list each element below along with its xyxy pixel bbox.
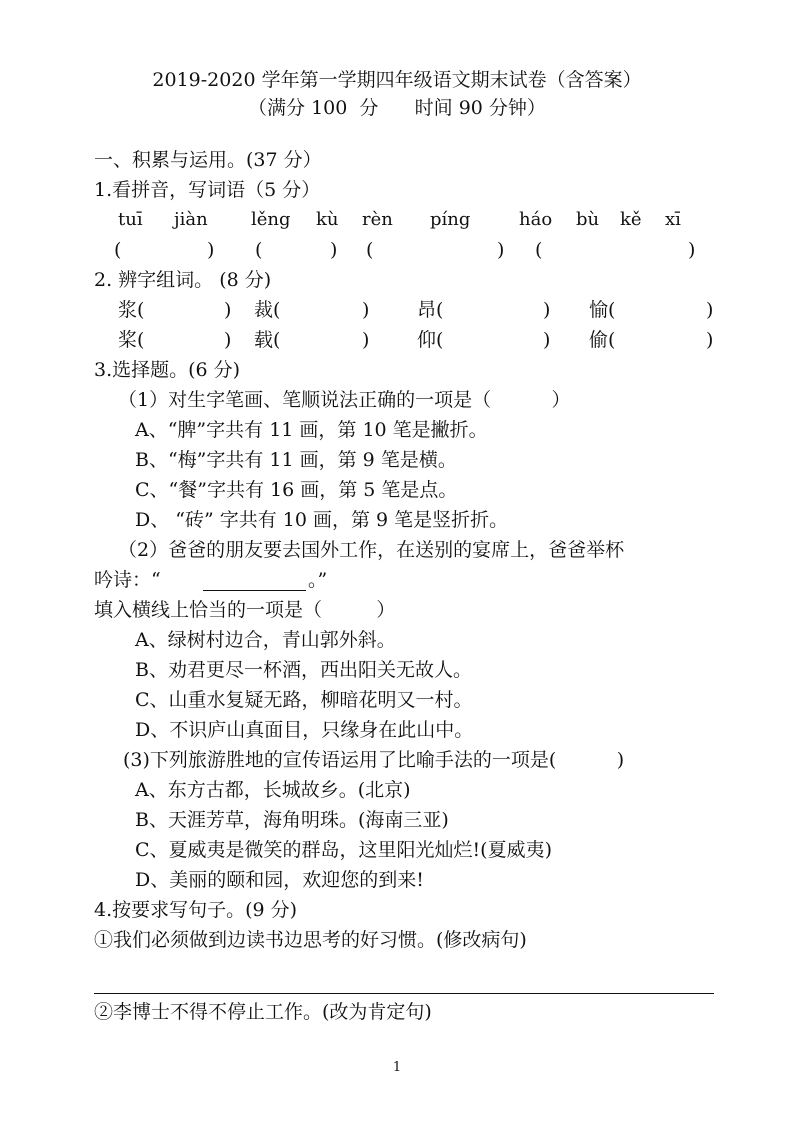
answer-line: [94, 993, 714, 994]
q3-sub2-prompt: 填入横线上恰当的一项是（ ）: [94, 599, 396, 621]
fill-blank-line: [203, 590, 306, 591]
option-d: D、 “砖” 字共有 10 画，第 9 笔是竖折折。: [135, 509, 509, 531]
page-number: 1: [392, 1060, 402, 1075]
bracket-close: ): [706, 329, 714, 351]
option-a: A、东方古都，长城故乡。(北京): [135, 779, 411, 801]
char-item: 愉(: [589, 299, 616, 321]
bracket-open: (: [114, 239, 122, 261]
q2-heading: 2. 辨字组词。 (8 分): [94, 269, 272, 291]
bracket-close: ): [362, 329, 370, 351]
option-c: C、夏威夷是微笑的群岛，这里阳光灿烂!(夏威夷): [135, 839, 552, 861]
section-1-heading: 一、积累与运用。(37 分）: [94, 149, 322, 171]
bracket-open: (: [366, 239, 374, 261]
bracket-open: (: [535, 239, 543, 261]
pinyin: kù: [316, 209, 339, 230]
bracket-close: ): [362, 299, 370, 321]
q4-item-2: ②李博士不得不停止工作。(改为肯定句): [94, 1001, 432, 1023]
option-d: D、美丽的颐和园，欢迎您的到来!: [135, 869, 424, 891]
q3-heading: 3.选择题。(6 分): [94, 359, 241, 381]
char-item: 昂(: [417, 299, 444, 321]
q3-sub1-question: （1）对生字笔画、笔顺说法正确的一项是（ ）: [118, 389, 571, 411]
pinyin: bù: [576, 209, 600, 230]
bracket-open: (: [255, 239, 263, 261]
q1-heading: 1.看拼音，写词语（5 分）: [94, 179, 321, 201]
char-item: 浆(: [118, 299, 145, 321]
q4-item-1: ①我们必须做到边读书边思考的好习惯。(修改病句): [94, 929, 527, 951]
char-item: 偷(: [589, 329, 616, 351]
pinyin: lěng: [251, 209, 291, 230]
bracket-close: ): [543, 329, 551, 351]
option-a: A、绿树村边合，青山郭外斜。: [135, 629, 396, 651]
option-d: D、不识庐山真面目，只缘身在此山中。: [135, 719, 474, 741]
bracket-close: ): [224, 299, 232, 321]
pinyin: háo: [519, 209, 553, 230]
char-item: 仰(: [417, 329, 444, 351]
option-b: B、“梅”字共有 11 画，第 9 笔是横。: [135, 449, 457, 471]
pinyin: píng: [430, 209, 471, 230]
option-c: C、山重水复疑无路，柳暗花明又一村。: [135, 689, 473, 711]
pinyin: xī: [665, 209, 681, 230]
pinyin: tuī: [118, 209, 143, 230]
bracket-close: ): [224, 329, 232, 351]
q4-heading: 4.按要求写句子。(9 分): [94, 899, 298, 921]
bracket-close: ): [688, 239, 696, 261]
option-b: B、天涯芳草，海角明珠。(海南三亚): [135, 809, 449, 831]
pinyin: rèn: [362, 209, 393, 230]
bracket-close: ): [543, 299, 551, 321]
poem-suffix: 。”: [308, 569, 328, 591]
option-b: B、劝君更尽一杯酒，西出阳关无故人。: [135, 659, 472, 681]
q3-sub3-question: (3)下列旅游胜地的宣传语运用了比喻手法的一项是( ): [123, 749, 625, 771]
bracket-close: ): [497, 239, 505, 261]
bracket-close: ): [330, 239, 338, 261]
char-item: 裁(: [254, 299, 281, 321]
pinyin: kě: [620, 209, 642, 230]
option-c: C、“餐”字共有 16 画，第 5 笔是点。: [135, 479, 458, 501]
exam-title: 2019-2020 学年第一学期四年级语文期末试卷（含答案）: [152, 69, 642, 91]
option-a: A、“脾”字共有 11 画，第 10 笔是撇折。: [135, 419, 488, 441]
bracket-close: ): [207, 239, 215, 261]
exam-subtitle: （满分 100 分 时间 90 分钟）: [248, 97, 546, 119]
char-item: 载(: [254, 329, 281, 351]
poem-prefix: 吟诗：“: [94, 569, 161, 591]
char-item: 桨(: [118, 329, 145, 351]
pinyin: jiàn: [174, 209, 208, 230]
bracket-close: ): [706, 299, 714, 321]
q3-sub2-question: （2）爸爸的朋友要去国外工作，在送别的宴席上，爸爸举杯: [118, 539, 625, 561]
